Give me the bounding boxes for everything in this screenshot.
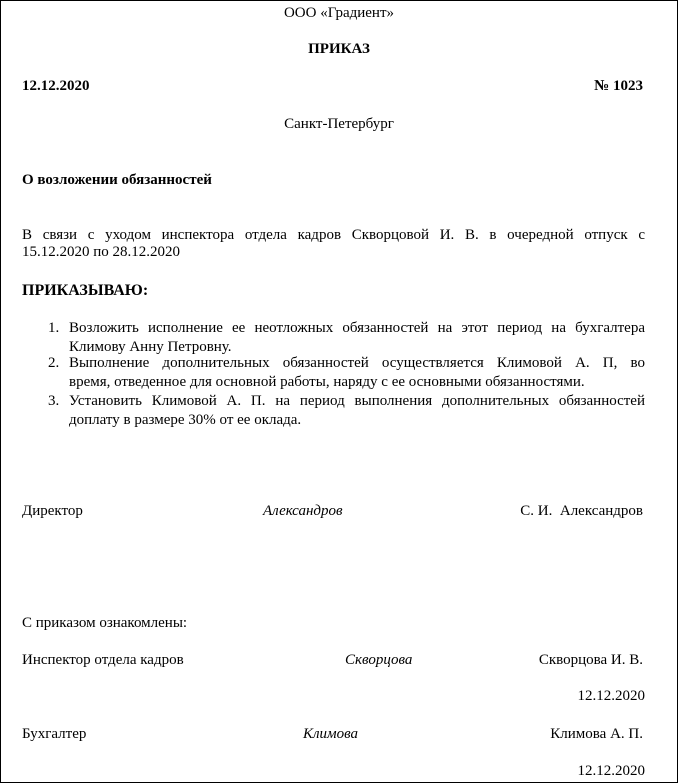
list-item-number: 2. xyxy=(48,355,60,371)
director-name: С. И. Александров xyxy=(520,503,643,519)
person-date: 12.12.2020 xyxy=(577,688,645,704)
city: Санкт-Петербург xyxy=(284,116,394,132)
order-number: № 1023 xyxy=(594,78,643,94)
person-signature: Скворцова xyxy=(345,652,413,668)
list-item-line-2: Климову Анну Петровну. xyxy=(69,339,232,355)
list-item-line-1: Выполнение дополнительных обязанностей осуществляется Климовой А. П, во xyxy=(69,355,645,371)
list-item-line-1: Установить Климовой А. П. на период выполнения дополнительных обязанностей xyxy=(69,393,645,409)
order-word: ПРИКАЗЫВАЮ: xyxy=(22,282,149,299)
document-type: ПРИКАЗ xyxy=(308,41,370,57)
list-item-line-2: время, отведенное для основной работы, наряду с ее основными обязанностями. xyxy=(69,374,585,390)
list-item xyxy=(48,392,645,430)
person-date: 12.12.2020 xyxy=(577,763,645,779)
list-item-line-2: доплату в размере 30% от ее оклада. xyxy=(69,412,302,428)
order-date: 12.12.2020 xyxy=(22,78,90,94)
organization-name: ООО «Градиент» xyxy=(283,5,395,21)
list-item xyxy=(48,354,645,392)
list-item-number: 1. xyxy=(48,320,60,336)
director-signature: Александров xyxy=(263,503,343,519)
person-position: Инспектор отдела кадров xyxy=(22,652,184,668)
list-item-number: 3. xyxy=(48,393,60,409)
person-name: Скворцова И. В. xyxy=(538,652,643,668)
person-signature: Климова xyxy=(303,726,358,742)
acquaintance-title: С приказом ознакомлены: xyxy=(22,615,188,631)
preamble-line-1: В связи с уходом инспектора отдела кадров Скворцовой И. В. в очередной отпуск с xyxy=(22,227,645,243)
order-subject: О возложении обязанностей xyxy=(22,172,212,188)
list-item-line-1: Возложить исполнение ее неотложных обязанностей на этот период на бухгалтера xyxy=(69,320,645,336)
person-position: Бухгалтер xyxy=(22,726,87,742)
person-name: Климова А. П. xyxy=(550,726,643,742)
director-position: Директор xyxy=(22,503,83,519)
preamble-line-2: 15.12.2020 по 28.12.2020 xyxy=(22,244,181,260)
list-item xyxy=(48,319,645,357)
